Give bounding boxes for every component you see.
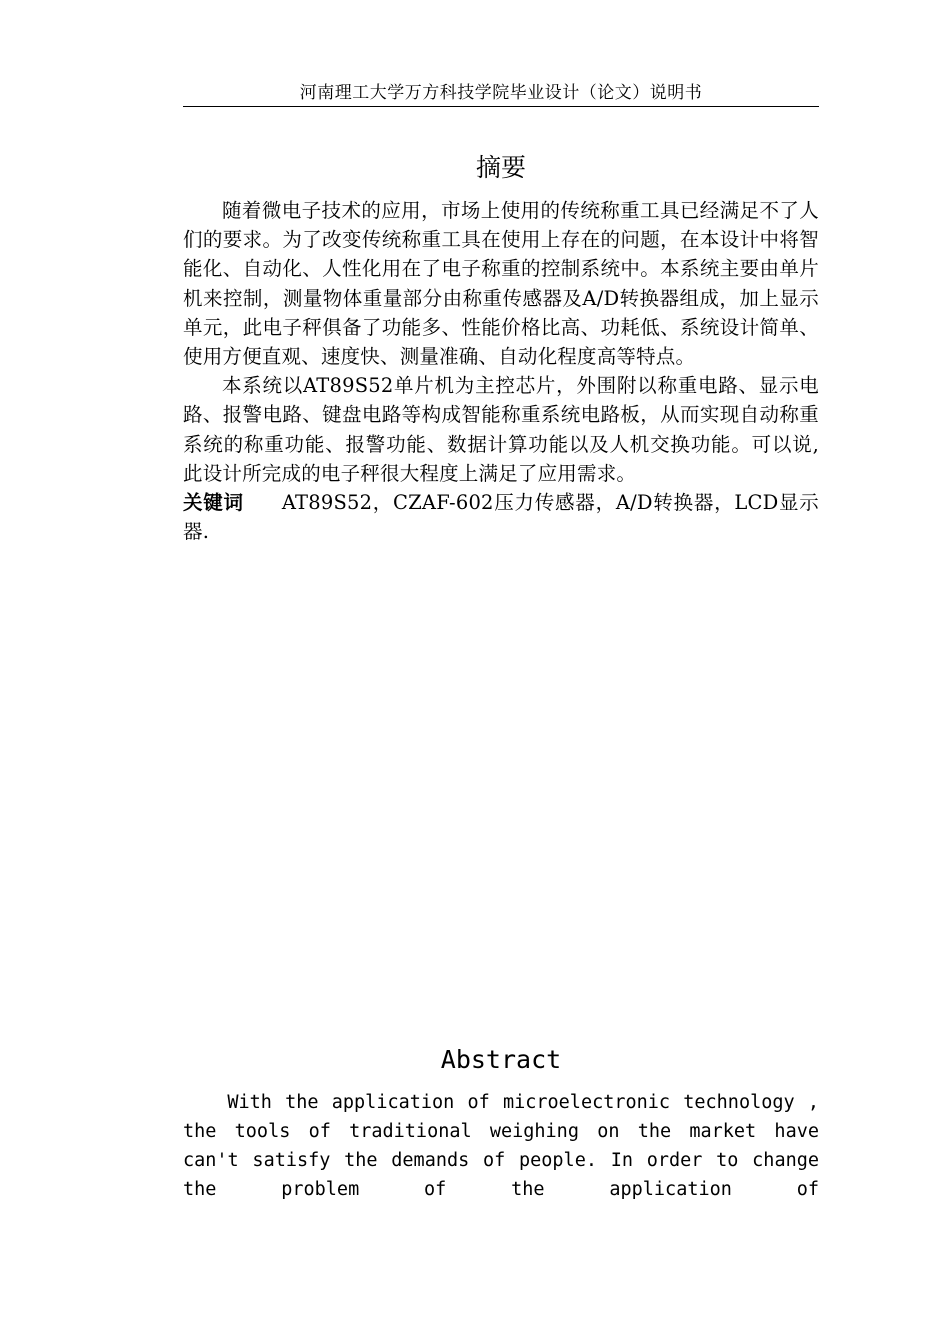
keywords-label: 关键词 [183,491,244,515]
abstract-paragraph-2: 本系统以AT89S52单片机为主控芯片，外围附以称重电路、显示电路、报警电路、键盘电路等构成智能称重系统电路板，从而实现自动称重系统的称重功能、报警功能、数据计算功能以及人机交换功能。可以说,此设计所完成的电子秤很大程度上满足了应用需求。 [183,374,819,485]
abstract-title-en: Abstract [440,1045,562,1074]
abstract-body-en: With the application of microelectronic technology , the tools of traditional weighing on the market have can't satisfy the demands of people. In order to change the problem of the application of [183,1092,819,1200]
abstract-title-cn: 摘要 [475,153,526,182]
keywords-line [183,488,819,546]
abstract-paragraph-1: 随着微电子技术的应用，市场上使用的传统称重工具已经满足不了人们的要求。为了改变传统称重工具在使用上存在的问题，在本设计中将智能化、自动化、人性化用在了电子称重的控制系统中。本系统主要由单片机来控制，测量物体重量部分由称重传感器及A/D转换器组成，加上显示单元，此电子秤俱备了功能多、性能价格比高、功耗低、系统设计简单、使用方便直观、速度快、测量准确、自动化程度高等特点。 [183,199,819,369]
keywords-text: AT89S52，CZAF-602压力传感器，A/D转换器，LCD显示器. [183,491,819,544]
abstract-body-cn [183,196,819,546]
page-header: 河南理工大学万方科技学院毕业设计（论文）说明书 [183,80,819,107]
